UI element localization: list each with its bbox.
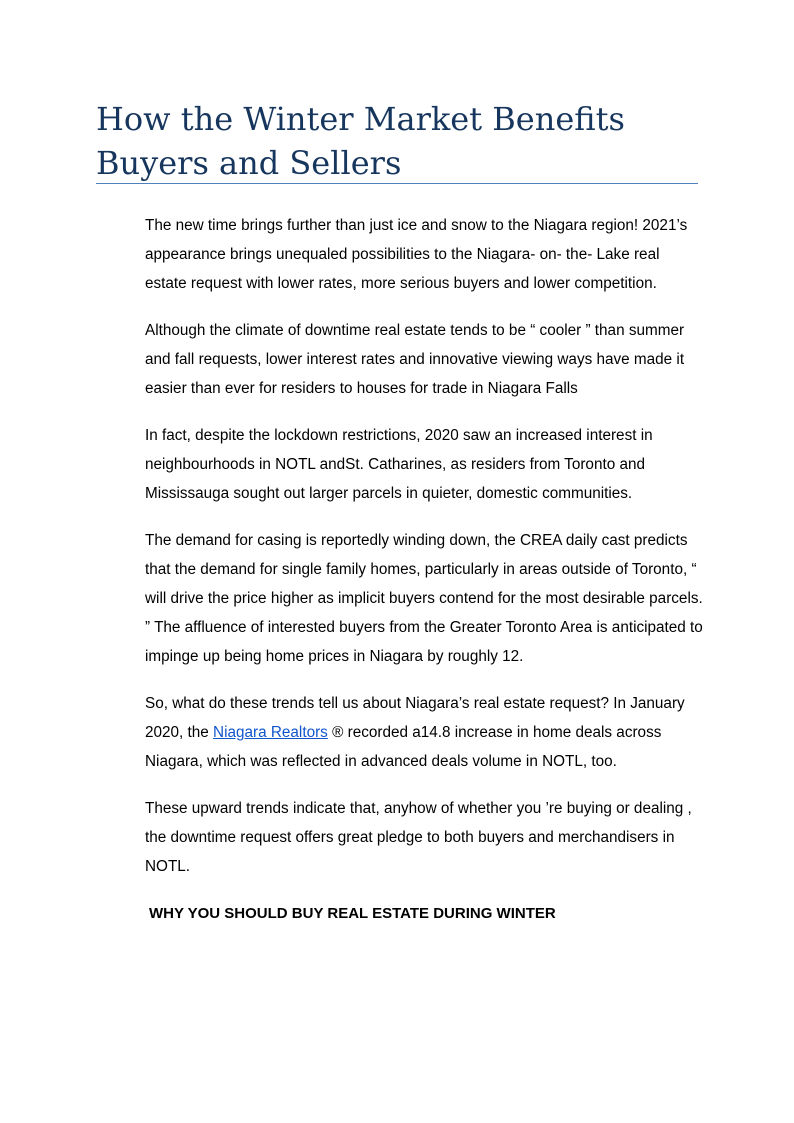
paragraph-6: These upward trends indicate that, anyhow of whether you ’re buying or dealing , the downtime request offers great pledge to both buyers and merchandisers in NOTL. <box>145 800 692 875</box>
article-body <box>145 211 705 928</box>
paragraph-2: Although the climate of downtime real estate tends to be “ cooler ” than summer and fall requests, lower interest rates and innovative viewing ways have made it easier than ever for residers to houses for trade in Niagara Falls <box>145 322 685 397</box>
title-underline-rule <box>96 183 698 184</box>
paragraph-5-after-link: ® recorded a14.8 increase in home deals across Niagara, which was reflected in advanced deals volume in NOTL, too. <box>145 724 662 770</box>
niagara-realtors-link[interactable]: Niagara Realtors <box>213 724 328 741</box>
paragraph-3: In fact, despite the lockdown restrictions, 2020 saw an increased interest in neighbourhoods in NOTL andSt. Catharines, as residers from Toronto and Mississauga sought out larger parcels in quieter, domestic communities. <box>145 427 653 502</box>
paragraph-5-before-link: So, what do these trends tell us about Niagara’s real estate request? In January 2020, the <box>145 695 685 741</box>
page-title: How the Winter Market Benefits Buyers and Sellers <box>96 100 625 182</box>
paragraph-4: The demand for casing is reportedly winding down, the CREA daily cast predicts that the demand for single family homes, particularly in areas outside of Toronto, “ will drive the price higher as implicit buyers contend for the most desirable parcels. ” The affluence of interested buyers from the Greater Toronto Area is anticipated to impinge up being home prices in Niagara by roughly 12. <box>145 532 703 665</box>
paragraph-1: The new time brings further than just ice and snow to the Niagara region! 2021’s appearance brings unequaled possibilities to the Niagara- on- the- Lake real estate request with lower rates, more serious buyers and lower competition. <box>145 217 688 292</box>
paragraph-5 <box>145 689 705 776</box>
section-heading: WHY YOU SHOULD BUY REAL ESTATE DURING WINTER <box>149 905 556 922</box>
